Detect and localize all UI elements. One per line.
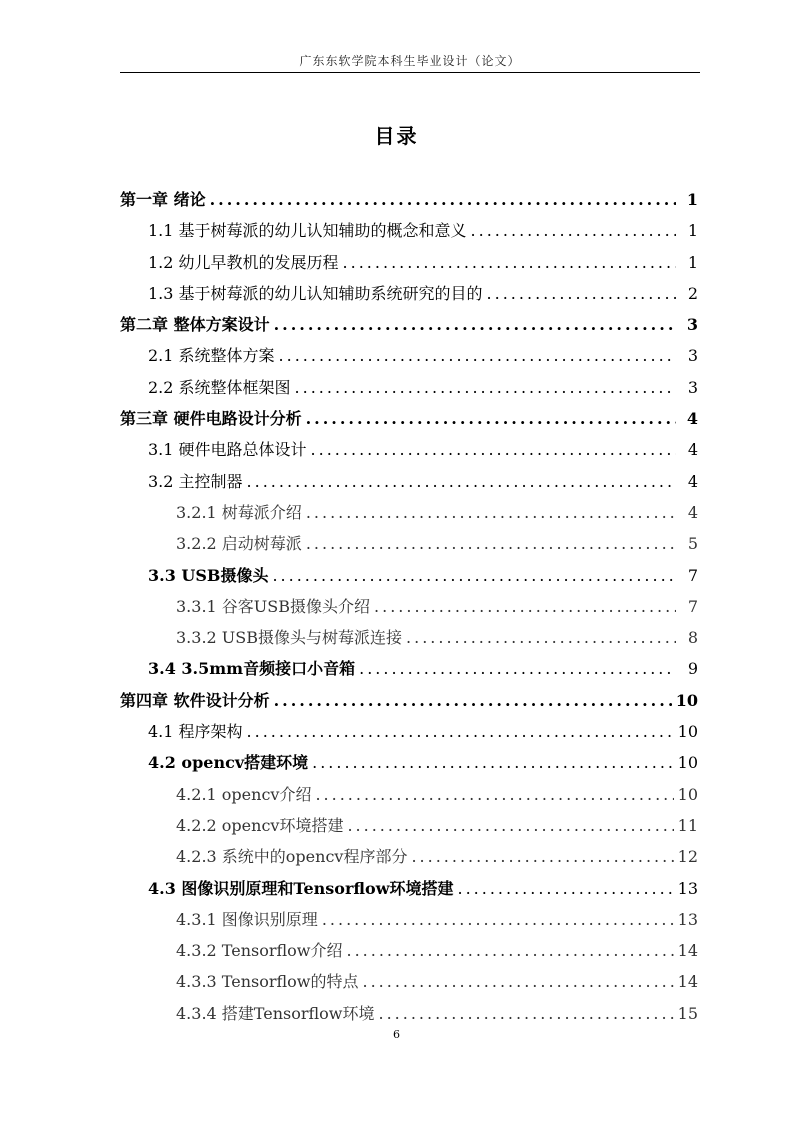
- toc-entry-text: 3.1 硬件电路总体设计: [148, 440, 307, 460]
- dot-leader: [312, 747, 674, 778]
- dot-leader: [279, 340, 676, 371]
- toc-entry[interactable]: [120, 372, 698, 403]
- toc-page-number: 4: [686, 409, 698, 429]
- toc-entry-text: 4.2.3 系统中的opencv程序部分: [176, 847, 408, 867]
- toc-page-number: 11: [677, 815, 698, 835]
- toc-entry-text: 3.3 USB摄像头: [148, 565, 269, 585]
- dot-leader: [247, 466, 676, 497]
- dot-leader: [359, 653, 676, 684]
- toc-page-number: 14: [677, 972, 698, 992]
- toc-entry-text: 3.2 主控制器: [148, 471, 243, 491]
- toc-page-number: 4: [687, 440, 698, 460]
- toc-entry[interactable]: [120, 622, 698, 653]
- toc-entry[interactable]: [120, 685, 698, 716]
- table-of-contents: [120, 184, 698, 1029]
- toc-entry-text: 4.2.2 opencv环境搭建: [176, 815, 344, 835]
- toc-entry[interactable]: [120, 998, 698, 1029]
- toc-page-number: 15: [677, 1003, 698, 1023]
- toc-entry[interactable]: [120, 247, 698, 278]
- toc-entry-text: 第二章 整体方案设计: [120, 315, 270, 335]
- toc-entry[interactable]: [120, 497, 698, 528]
- toc-page-number: 1: [686, 190, 698, 209]
- toc-entry[interactable]: [120, 935, 698, 966]
- toc-entry-text: 1.2 幼儿早教机的发展历程: [148, 252, 339, 272]
- dot-leader: [274, 309, 676, 340]
- toc-entry-text: 4.3.1 图像识别原理: [176, 909, 318, 929]
- toc-entry-text: 2.2 系统整体框架图: [148, 377, 291, 397]
- toc-entry[interactable]: [120, 810, 698, 841]
- toc-entry-text: 3.2.2 启动树莓派: [176, 534, 302, 554]
- dot-leader: [347, 935, 674, 966]
- dot-leader: [363, 966, 674, 997]
- toc-entry-text: 3.2.1 树莓派介绍: [176, 502, 302, 522]
- dot-leader: [311, 434, 676, 465]
- toc-entry-text: 2.1 系统整体方案: [148, 346, 275, 366]
- toc-page-number: 5: [687, 534, 698, 554]
- toc-page-number: 10: [677, 784, 698, 804]
- toc-title: 目录: [374, 124, 419, 148]
- header-rule: [120, 72, 700, 73]
- toc-entry-text: 3.3.2 USB摄像头与树莓派连接: [176, 628, 403, 648]
- toc-entry[interactable]: [120, 560, 698, 591]
- toc-entry[interactable]: [120, 747, 698, 778]
- toc-entry-text: 3.3.1 谷客USB摄像头介绍: [176, 596, 371, 616]
- dot-leader: [295, 372, 676, 403]
- toc-page-number: 1: [687, 221, 698, 241]
- page-number: 6: [393, 1028, 400, 1041]
- dot-leader: [272, 560, 676, 591]
- dot-leader: [406, 622, 676, 653]
- toc-page-number: 2: [687, 283, 698, 303]
- toc-page-number: 10: [677, 722, 698, 742]
- toc-entry[interactable]: [120, 403, 698, 434]
- dot-leader: [315, 779, 673, 810]
- toc-entry[interactable]: [120, 966, 698, 997]
- toc-entry[interactable]: [120, 528, 698, 559]
- toc-page-number: 13: [677, 909, 698, 929]
- toc-page-number: 3: [687, 377, 698, 397]
- toc-page-number: 10: [675, 690, 698, 710]
- toc-page-number: 10: [677, 753, 698, 773]
- toc-entry[interactable]: [120, 904, 698, 935]
- dot-leader: [347, 810, 673, 841]
- toc-page-number: 1: [687, 252, 698, 272]
- dot-leader: [487, 278, 676, 309]
- page-header: 广东东软学院本科生毕业设计（论文）: [299, 54, 521, 68]
- toc-entry[interactable]: [120, 653, 698, 684]
- toc-page-number: 4: [687, 502, 698, 522]
- toc-entry[interactable]: [120, 434, 698, 465]
- dot-leader: [210, 184, 676, 215]
- toc-page-number: 3: [687, 346, 698, 366]
- toc-entry-text: 1.1 基于树莓派的幼儿认知辅助的概念和意义: [148, 221, 467, 241]
- toc-entry-text: 第四章 软件设计分析: [120, 690, 270, 710]
- toc-entry[interactable]: [120, 184, 698, 215]
- toc-page-number: 8: [687, 628, 698, 648]
- toc-entry[interactable]: [120, 591, 698, 622]
- dot-leader: [306, 528, 676, 559]
- toc-entry-text: 4.3.2 Tensorflow介绍: [176, 941, 343, 961]
- toc-entry-text: 4.3.4 搭建Tensorflow环境: [176, 1003, 375, 1023]
- dot-leader: [247, 716, 674, 747]
- toc-entry[interactable]: [120, 466, 698, 497]
- toc-page-number: 12: [677, 847, 698, 867]
- toc-entry-text: 4.2.1 opencv介绍: [176, 784, 312, 804]
- toc-entry[interactable]: [120, 340, 698, 371]
- toc-page-number: 13: [677, 878, 698, 898]
- toc-entry-text: 4.3.3 Tensorflow的特点: [176, 972, 359, 992]
- toc-page-number: 7: [687, 565, 698, 585]
- toc-entry-text: 第三章 硬件电路设计分析: [120, 409, 302, 429]
- toc-entry-text: 1.3 基于树莓派的幼儿认知辅助系统研究的目的: [148, 283, 483, 303]
- toc-entry[interactable]: [120, 779, 698, 810]
- toc-entry[interactable]: [120, 873, 698, 904]
- toc-entry-text: 4.1 程序架构: [148, 722, 243, 742]
- toc-page-number: 3: [686, 315, 698, 335]
- toc-page-number: 9: [687, 659, 698, 679]
- toc-entry[interactable]: [120, 841, 698, 872]
- dot-leader: [379, 998, 674, 1029]
- toc-entry[interactable]: [120, 278, 698, 309]
- dot-leader: [411, 841, 673, 872]
- dot-leader: [322, 904, 674, 935]
- toc-entry-text: 第一章 绪论: [120, 190, 206, 209]
- dot-leader: [471, 215, 676, 246]
- toc-entry[interactable]: [120, 309, 698, 340]
- dot-leader: [343, 247, 676, 278]
- toc-page-number: 7: [687, 596, 698, 616]
- dot-leader: [274, 685, 672, 716]
- dot-leader: [374, 591, 676, 622]
- dot-leader: [457, 873, 673, 904]
- toc-entry-text: 3.4 3.5mm音频接口小音箱: [148, 659, 356, 679]
- toc-entry-text: 4.3 图像识别原理和Tensorflow环境搭建: [148, 878, 454, 898]
- toc-entry[interactable]: [120, 716, 698, 747]
- dot-leader: [306, 403, 676, 434]
- dot-leader: [306, 497, 676, 528]
- toc-page-number: 14: [677, 941, 698, 961]
- toc-page-number: 4: [687, 471, 698, 491]
- toc-entry[interactable]: [120, 215, 698, 246]
- toc-entry-text: 4.2 opencv搭建环境: [148, 753, 309, 773]
